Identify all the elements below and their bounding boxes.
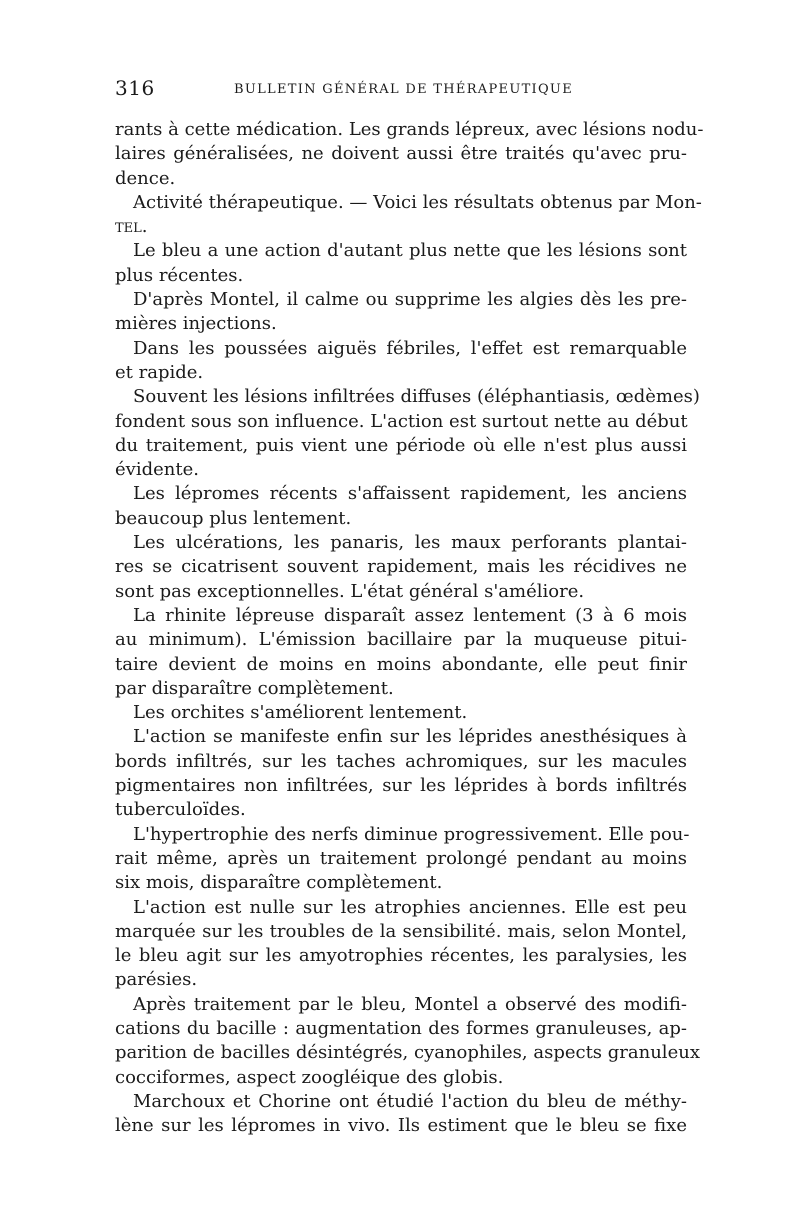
text-line: dence. xyxy=(115,167,176,189)
text-line: six mois, disparaître complètement. xyxy=(115,872,443,894)
text-line: plus récentes. xyxy=(115,264,244,286)
text-line: D'après Montel, il calme ou supprime les algies dès les pre- xyxy=(133,289,687,311)
text-line: Souvent les lésions infiltrées diffuses (éléphantiasis, œdèmes) xyxy=(133,386,700,408)
text-line: Les orchites s'améliorent lentement. xyxy=(133,702,468,724)
text-line: mières injections. xyxy=(115,313,277,335)
body-text xyxy=(115,118,704,1138)
text-line: beaucoup plus lentement. xyxy=(115,507,352,529)
running-head xyxy=(115,76,685,100)
text-line: Les lépromes récents s'affaissent rapidement, les anciens xyxy=(133,483,687,505)
text-line: pigmentaires non infiltrées, sur les léprides à bords infiltrés xyxy=(115,775,687,797)
text-line: Dans les poussées aiguës fébriles, l'effet est remarquable xyxy=(133,337,687,359)
page-number: 316 xyxy=(115,76,155,100)
text-line: parition de bacilles désintégrés, cyanophiles, aspects granuleux xyxy=(115,1042,700,1064)
text-line: rait même, après un traitement prolongé pendant au moins xyxy=(115,847,687,869)
text-line: évidente. xyxy=(115,459,199,481)
text-line: bords infiltrés, sur les taches achromiques, sur les macules xyxy=(115,750,687,772)
text-line: Activité thérapeutique. — Voici les résultats obtenus par Mon- xyxy=(133,191,702,213)
text-line: cations du bacille : augmentation des formes granuleuses, ap- xyxy=(115,1017,687,1039)
text-line: sont pas exceptionnelles. L'état général s'améliore. xyxy=(115,580,585,602)
text-line: du traitement, puis vient une période où elle n'est plus aussi xyxy=(115,434,687,456)
text-line: res se cicatrisent souvent rapidement, mais les récidives ne xyxy=(115,556,687,578)
text-line: et rapide. xyxy=(115,361,204,383)
text-line: rants à cette médication. Les grands lépreux, avec lésions nodu- xyxy=(115,119,704,140)
text-line: L'action est nulle sur les atrophies anciennes. Elle est peu xyxy=(133,896,687,918)
text-line: La rhinite lépreuse disparaît assez lentement (3 à 6 mois xyxy=(133,604,687,626)
text-line: lène sur les lépromes in vivo. Ils estiment que le bleu se fixe xyxy=(115,1115,687,1137)
text-line: le bleu agit sur les amyotrophies récentes, les paralysies, les xyxy=(115,945,687,967)
text-line: taire devient de moins en moins abondante, elle peut finir xyxy=(115,653,687,675)
text-line: marquée sur les troubles de la sensibilité. mais, selon Montel, xyxy=(115,920,687,942)
text-line: fondent sous son influence. L'action est surtout nette au début xyxy=(115,410,688,432)
text-line: laires généralisées, ne doivent aussi être traités qu'avec pru- xyxy=(115,143,687,165)
text-line: au minimum). L'émission bacillaire par la muqueuse pitui- xyxy=(115,629,687,651)
text-line: tuberculoïdes. xyxy=(115,799,246,821)
text-line: Marchoux et Chorine ont étudié l'action du bleu de méthy- xyxy=(133,1090,687,1112)
running-title: BULLETIN GÉNÉRAL DE THÉRAPEUTIQUE xyxy=(234,82,573,97)
text-line: Après traitement par le bleu, Montel a observé des modifi- xyxy=(133,993,687,1015)
text-line: tel. xyxy=(115,216,148,238)
text-line: Le bleu a une action d'autant plus nette que les lésions sont xyxy=(133,240,687,262)
text-line: parésies. xyxy=(115,969,198,991)
text-line: Les ulcérations, les panaris, les maux perforants plantai- xyxy=(133,532,687,554)
text-line: par disparaître complètement. xyxy=(115,677,394,699)
text-line: cocciformes, aspect zoogléique des globis. xyxy=(115,1066,504,1088)
text-line: L'hypertrophie des nerfs diminue progressivement. Elle pou- xyxy=(133,823,690,845)
text-line: L'action se manifeste enfin sur les léprides anesthésiques à xyxy=(133,726,687,748)
